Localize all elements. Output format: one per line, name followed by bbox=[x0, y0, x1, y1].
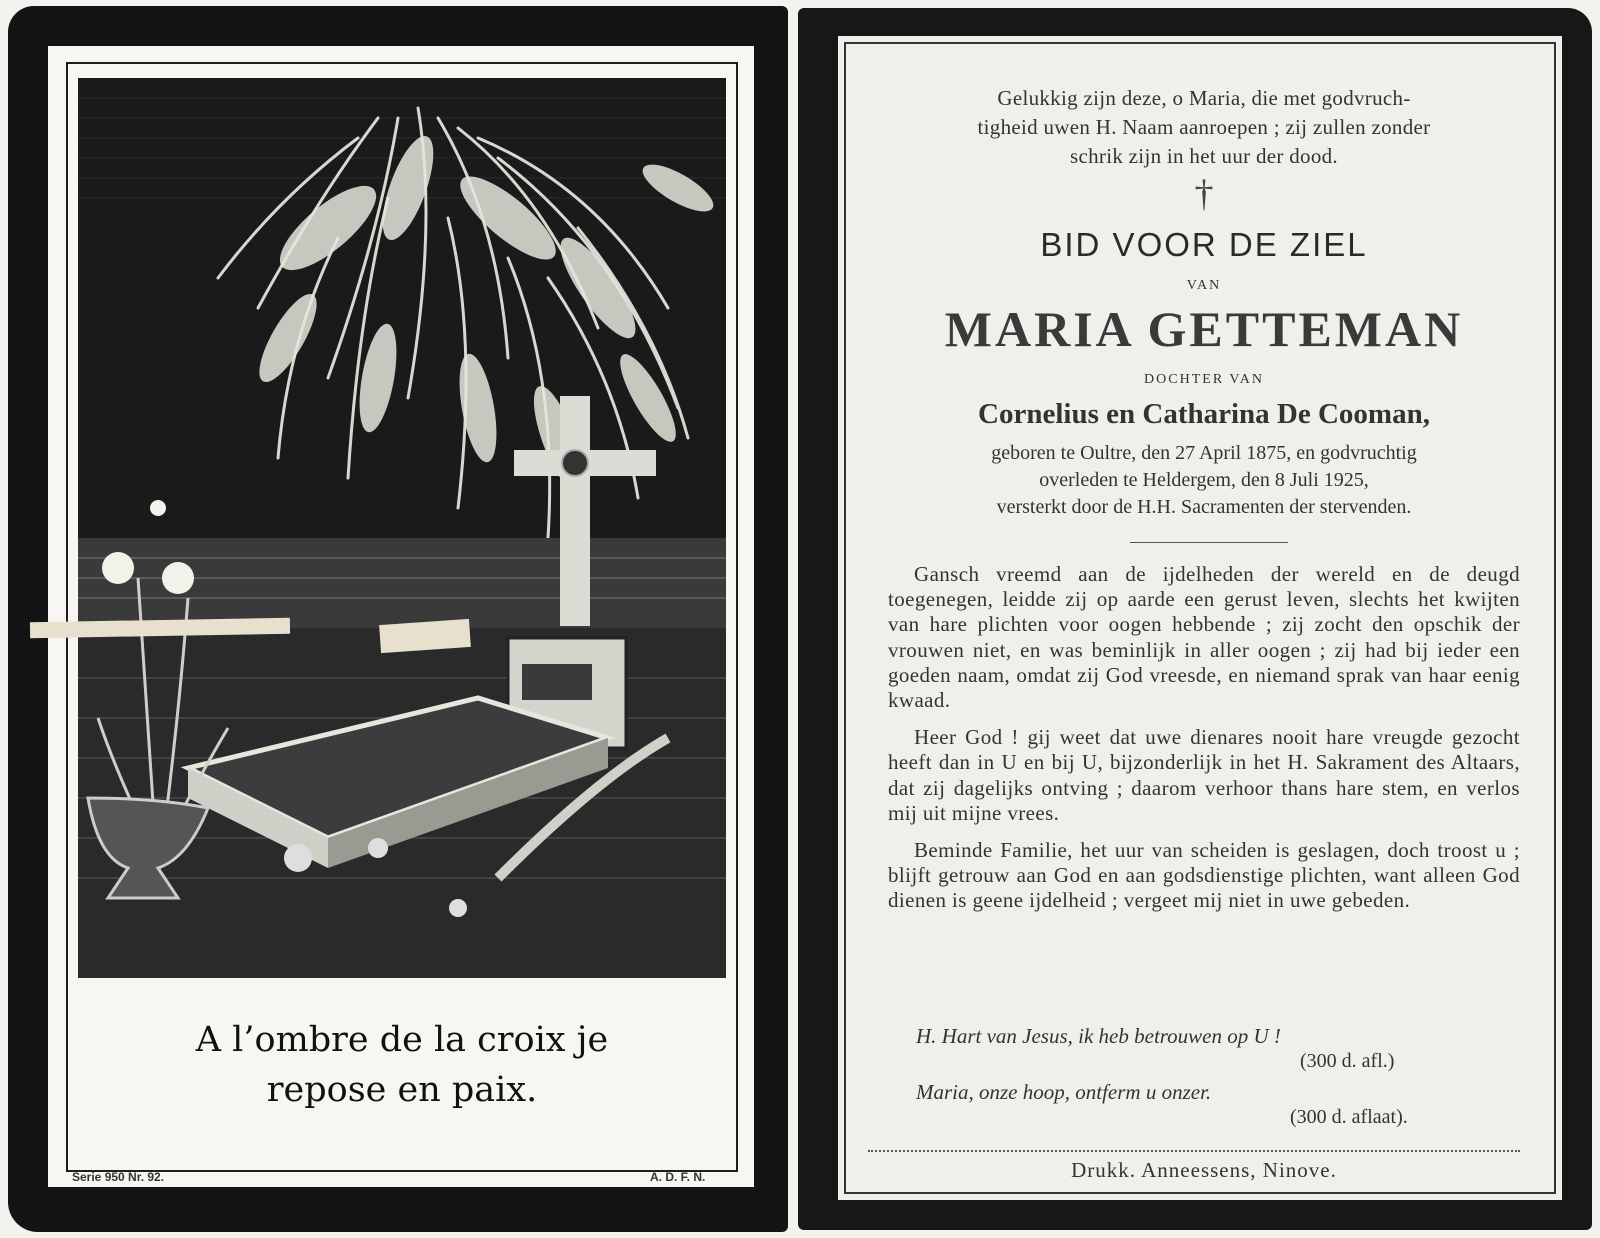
caption-line-2: repose en paix. bbox=[266, 1070, 538, 1110]
dochter-van-label: DOCHTER VAN bbox=[1144, 372, 1264, 387]
birth-death-info bbox=[888, 440, 1520, 521]
memorial-text bbox=[888, 562, 1520, 926]
info-line: geboren te Oultre, den 27 April 1875, en godvruchtig bbox=[991, 442, 1417, 464]
caption-line-1: A l’ombre de la croix je bbox=[195, 1020, 609, 1060]
cross-icon: † bbox=[1194, 173, 1214, 215]
intro-line: Gelukkig zijn deze, o Maria, die met godvruch- bbox=[997, 86, 1411, 110]
deceased-name: MARIA GETTEMAN bbox=[944, 301, 1464, 357]
invocation-2: Maria, onze hoop, ontferm u onzer. bbox=[916, 1080, 1212, 1104]
van-label: VAN bbox=[1186, 278, 1222, 293]
info-line: overleden te Heldergem, den 8 Juli 1925, bbox=[1039, 469, 1369, 491]
grave-under-willow-engraving-icon bbox=[78, 78, 726, 978]
parents-names: Cornelius en Catharina De Cooman, bbox=[978, 398, 1430, 430]
prayer-heading: BID VOOR DE ZIEL bbox=[1040, 226, 1368, 263]
indulgence-1: (300 d. afl.) bbox=[1300, 1050, 1395, 1072]
series-number: Serie 950 Nr. 92. bbox=[72, 1170, 165, 1184]
paragraph-1: Gansch vreemd aan de ijdelheden der wereld en de deugd toegenegen, leidde zij op aarde een gerust leven, slechts het kwijten van hare plichten voor oogen hebbende ; zij zocht den opschik der vrouwen niet, en was beminlijk in aller oogen ; zij had bij ieder een goeden naam, omdat zij God vreesde, en niemand sprak van haar eenig kwaad. bbox=[888, 562, 1520, 713]
intro-verse bbox=[888, 84, 1520, 171]
indulgence-2: (300 d. aflaat). bbox=[1290, 1106, 1408, 1128]
dotted-divider bbox=[868, 1150, 1520, 1152]
caption-box bbox=[78, 980, 726, 1160]
intro-line: tigheid uwen H. Naam aanroepen ; zij zullen zonder bbox=[977, 115, 1431, 139]
divider-rule bbox=[1130, 542, 1288, 543]
info-line: versterkt door de H.H. Sacramenten der stervenden. bbox=[996, 496, 1412, 518]
intro-line: schrik zijn in het uur der dood. bbox=[1070, 144, 1338, 168]
printer-credit: Drukk. Anneessens, Ninove. bbox=[1071, 1158, 1337, 1182]
publisher-mark: A. D. F. N. bbox=[650, 1170, 706, 1184]
paragraph-2: Heer God ! gij weet dat uwe dienares nooit hare vreugde gezocht heeft dan in U en bij U, bijzonderlijk in het H. Sakrament des Altaars, dat zij dagelijks ontving ; daarom verhoor thans hare stem, en verlos mij uit mijne vrees. bbox=[888, 725, 1520, 825]
invocation-1: H. Hart van Jesus, ik heb betrouwen op U ! bbox=[916, 1024, 1281, 1048]
paragraph-3: Beminde Familie, het uur van scheiden is geslagen, doch troost u ; blijft getrouw aan God en aan godsdienstige plichten, want alleen God dienen is geene ijdelheid ; vergeet mij niet in uwe gebeden. bbox=[888, 838, 1520, 913]
